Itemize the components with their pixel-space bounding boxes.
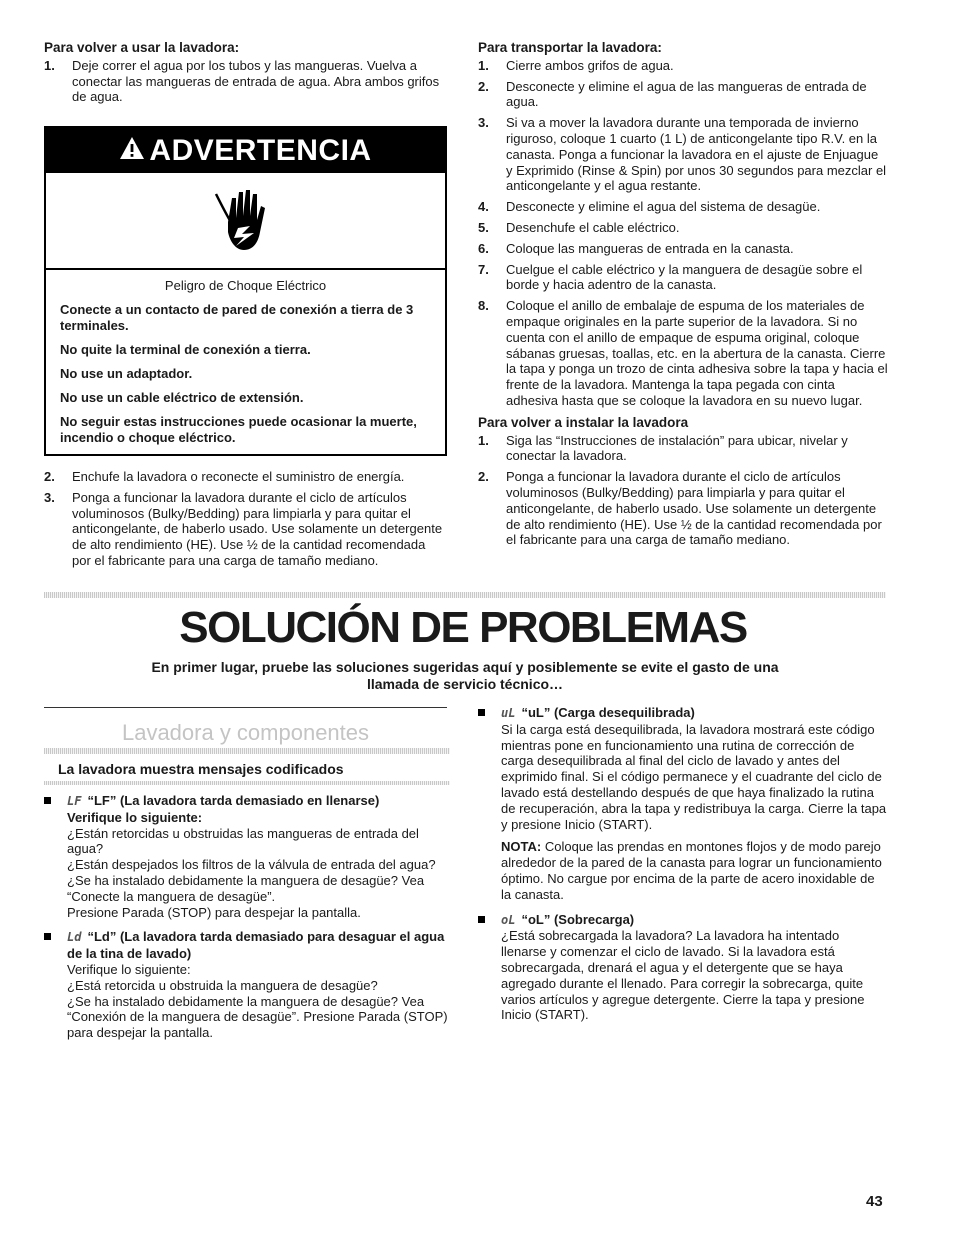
check-line: ¿Están retorcidas u obstruidas las mangueras de entrada del agua? [67, 825, 419, 857]
divider [44, 707, 447, 708]
section-separator [44, 748, 450, 754]
code-item-ol [478, 912, 888, 1024]
bullet-icon [478, 916, 485, 923]
check-line: ¿Están despejados los filtros de la válvula de entrada del agua? [67, 857, 436, 873]
warning-line: No seguir estas instrucciones puede ocasionar la muerte, incendio o choque eléctrico. [60, 414, 417, 445]
transport-heading: Para transportar la lavadora: [478, 40, 662, 55]
warning-box [44, 126, 447, 456]
list-item: 1. Siga las “Instrucciones de instalación” para ubicar, nivelar y conectar la lavadora. [478, 432, 848, 464]
page-number: 43 [866, 1193, 883, 1210]
list-item: 2. Desconecte y elimine el agua de las mangueras de entrada de agua. [478, 78, 867, 110]
warning-text [46, 270, 445, 446]
reuse-list [44, 58, 454, 105]
code-text: ¿Está sobrecargada la lavadora? La lavadora ha intentado llenarse y comenzar el ciclo de lavado. Si la lavadora está sobrecargada, drenará el agua y el detergente que se haya agregado durante el llenado. Para corregir la sobrecarga, quite varios artículos y agregue detergente. Cierre la tapa y presione Inicio (START). [501, 928, 865, 1023]
warning-label: ADVERTENCIA [149, 133, 372, 167]
section-separator [44, 781, 450, 785]
check-line: ¿Se ha instalado debidamente la manguera de desagüe? Vea “Conexión de la manguera de desagüe”. Presione Parada (STOP) para despejar la pantalla. [67, 993, 448, 1041]
check-line: ¿Se ha instalado debidamente la manguera de desagüe? Vea “Conecte la manguera de desagüe”. [67, 872, 425, 904]
bullet-icon [478, 709, 485, 716]
electric-shock-hazard-icon [46, 173, 445, 270]
note-label: NOTA: [501, 839, 542, 855]
check-line: Presione Parada (STOP) para despejar la pantalla. [67, 904, 361, 920]
code-text: Si la carga está desequilibrada, la lavadora mostrará este código mientras pone en funcionamiento una rutina de corrección de carga desequilibrada al final del ciclo de lavado y antes del exprimido final. Si el código permanece y el cuadrante del ciclo de lavado está destellando después de que haya finalizado la rutina de recuperación, abra la tapa y redistribuya la carga. Cierre la tapa y presione Inicio (START). [501, 721, 887, 832]
reinstall-list [478, 433, 888, 549]
check-line: Verifique lo siguiente: [67, 961, 191, 977]
list-item: 7. Cuelgue el cable eléctrico y la manguera de desagüe sobre el borde y hacia adentro de la canasta. [478, 261, 863, 293]
code-item-ld [44, 929, 450, 1041]
code-check: Verifique lo siguiente: [67, 809, 203, 825]
bullet-icon [44, 797, 51, 804]
display-code: oL [501, 912, 516, 927]
display-code: uL [501, 706, 516, 720]
list-item: 3. Ponga a funcionar la lavadora durante el ciclo de artículos voluminosos (Bulky/Bedding) para limpiarla y para quitar el anticongelante, de haberlo usado. Use solamente un detergente de alto rendimiento (HE). Use ½ de la cantidad recomendada por el fabricante para una carga de tamaño mediano. [44, 489, 443, 568]
codes-left-column [44, 793, 450, 1050]
list-item: 1. Deje correr el agua por los tubos y las mangueras. Vuelva a conectar las mangueras de entrada de agua. Abra ambos grifos de agua. [44, 57, 440, 105]
intro-text: En primer lugar, pruebe las soluciones sugeridas aquí y posiblemente se evite el gasto de una llamada de servicio técnico… [151, 659, 779, 692]
subsection-heading: La lavadora muestra mensajes codificados [58, 761, 344, 777]
list-item: 6. Coloque las mangueras de entrada en la canasta. [478, 240, 794, 256]
list-item: 3. Si va a mover la lavadora durante una temporada de invierno riguroso, coloque 1 cuarto (1 L) de anticongelante tipo R.V. en la canasta. Ponga a funcionar la lavadora en el ajuste de Enjuague y Exprimido (Rinse & Spin) por unos 30 segundos para mezclar el anticongelante y el agua restante. [478, 115, 887, 194]
code-item-lf [44, 793, 450, 920]
warning-line: No use un adaptador. [60, 366, 193, 381]
warning-caption: Peligro de Choque Eléctrico [164, 278, 327, 293]
page-title: SOLUCIÓN DE PROBLEMAS [179, 603, 747, 652]
left-column-top [44, 40, 454, 110]
display-code: Ld [67, 930, 82, 945]
section-separator [44, 592, 886, 598]
note-text: Coloque las prendas en montones flojos y de modo parejo alrededor de la pared de la canasta para lograr un funcionamiento óptimo. No cargue por encima de la parte de acero inoxidable de la canasta. [501, 839, 882, 902]
display-code: LF [67, 794, 82, 808]
list-item: 2. Enchufe la lavadora o reconecte el suministro de energía. [44, 469, 405, 484]
list-item: 2. Ponga a funcionar la lavadora durante el ciclo de artículos voluminosos (Bulky/Bedding) para limpiarla y para quitar el anticongelante, de haberlo usado. Use solamente un detergente de alto rendimiento (HE). Use ½ de la cantidad recomendada por el fabricante para una carga de tamaño mediano. [478, 469, 882, 548]
transport-list [478, 58, 888, 409]
reuse-list-continued [44, 469, 444, 569]
warning-line: Conecte a un contacto de pared de conexión a tierra de 3 terminales. [60, 302, 414, 333]
warning-line: No quite la terminal de conexión a tierra. [60, 342, 311, 357]
warning-banner [46, 128, 445, 173]
code-title: “Ld” (La lavadora tarda demasiado para desaguar el agua de la tina de lavado) [67, 929, 445, 962]
bullet-icon [44, 933, 51, 940]
warning-triangle-icon [119, 134, 145, 168]
warning-line: No use un cable eléctrico de extensión. [60, 390, 304, 405]
code-title: “LF” (La lavadora tarda demasiado en llenarse) [87, 793, 380, 808]
code-title: “oL” (Sobrecarga) [521, 911, 635, 927]
left-column-bottom [44, 469, 444, 574]
reinstall-heading: Para volver a instalar la lavadora [478, 414, 689, 430]
list-item: 4. Desconecte y elimine el agua del sistema de desagüe. [478, 199, 821, 215]
right-column-top [478, 40, 888, 553]
reuse-heading: Para volver a usar la lavadora: [44, 40, 240, 55]
check-line: ¿Está retorcida u obstruida la manguera de desagüe? [67, 977, 378, 993]
section-title: Lavadora y componentes [121, 720, 370, 745]
list-item: 5. Desenchufe el cable eléctrico. [478, 219, 680, 235]
list-item: 8. Coloque el anillo de embalaje de espuma de los materiales de empaque originales en la parte superior de la lavadora. Si no cuenta con el anillo de empaque de espuma original, coloque sábanas gruesas, toallas, etc. en la abertura de la canasta. Cierre la tapa y ponga un trozo de cinta adhesiva sobre la tapa y hacia el frente de la lavadora. Mantenga la tapa pegada con cinta adhesiva hasta que se coloque la lavadora en su nuevo lugar. [478, 298, 888, 408]
codes-right-column [478, 705, 888, 1032]
code-item-ul [478, 705, 888, 903]
list-item: 1. Cierre ambos grifos de agua. [478, 57, 674, 73]
code-title: “uL” (Carga desequilibrada) [521, 705, 695, 720]
